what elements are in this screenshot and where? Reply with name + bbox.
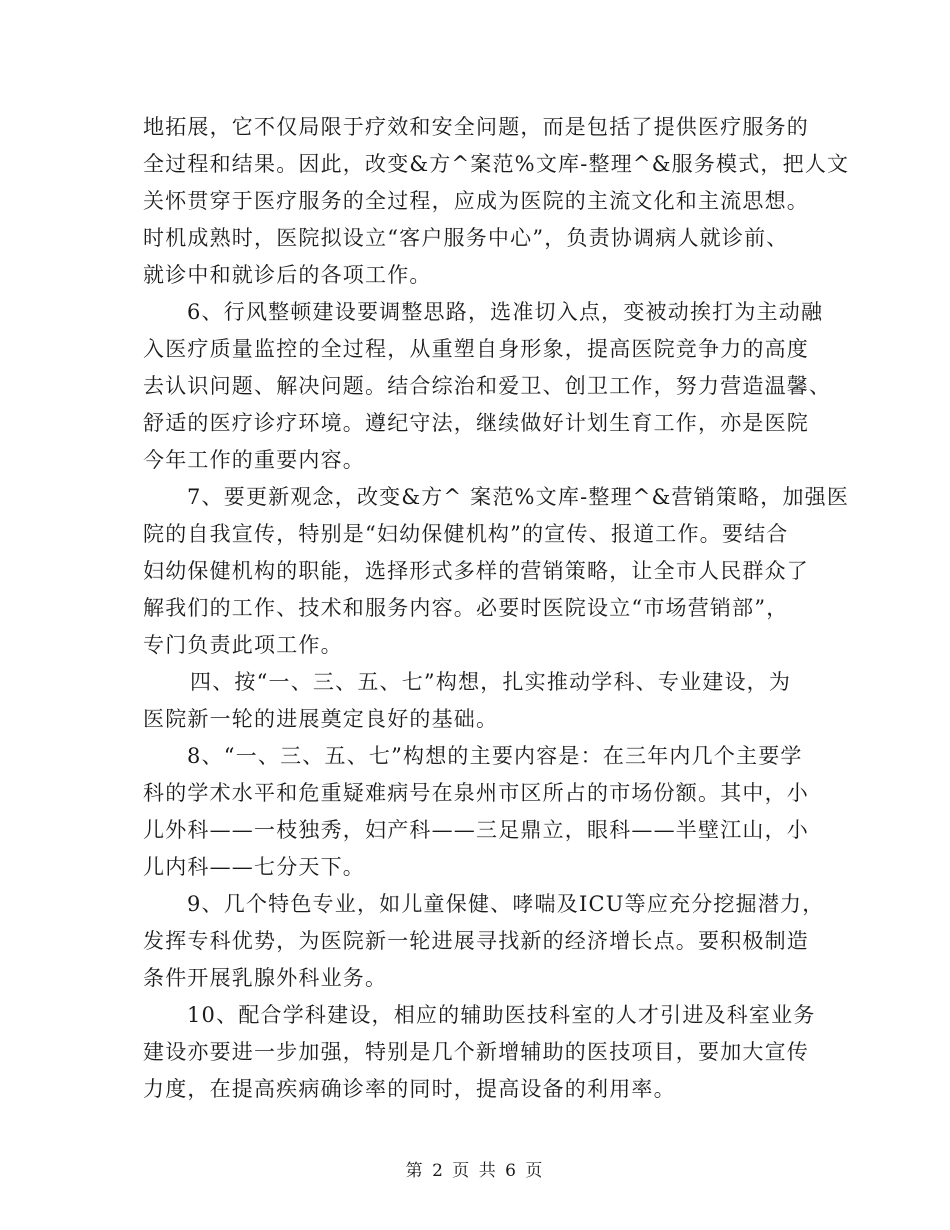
- text-line: 儿内科——七分天下。: [143, 855, 365, 879]
- paragraph-start-line: 6、行风整顿建设要调整思路，选准切入点，变被动挨打为主动融: [187, 300, 824, 324]
- paragraph-start-line: 7、要更新观念，改变&方^ 案范%文库-整理^&营销策略，加强医: [187, 485, 850, 509]
- text-line: 今年工作的重要内容。: [143, 448, 365, 472]
- text-line: 妇幼保健机构的职能，选择形式多样的营销策略，让全市人民群众了: [143, 559, 809, 583]
- text-line: 科的学术水平和危重疑难病号在泉州市区所占的市场份额。其中，小: [143, 781, 809, 805]
- section-heading-line: 四、按“一、三、五、七”构想，扎实推动学科、专业建设，为: [190, 670, 792, 694]
- text-line: 发挥专科优势，为医院新一轮进展寻找新的经济增长点。要积极制造: [143, 929, 809, 953]
- text-line: 入医疗质量监控的全过程，从重塑自身形象，提高医院竞争力的高度: [143, 337, 809, 361]
- text-line: 条件开展乳腺外科业务。: [143, 966, 388, 990]
- text-line: 专门负责此项工作。: [143, 633, 343, 657]
- text-line: 去认识问题、解决问题。结合综治和爱卫、创卫工作，努力营造温馨、: [143, 374, 832, 398]
- text-line: 建设亦要进一步加强，特别是几个新增辅助的医技项目，要加大宣传: [143, 1040, 809, 1064]
- page-number-footer: 第 2 页 共 6 页: [405, 1161, 545, 1181]
- text-line: 力度，在提高疾病确诊率的同时，提高设备的利用率。: [143, 1077, 676, 1101]
- text-line: 医院新一轮的进展奠定良好的基础。: [143, 707, 499, 731]
- paragraph-start-line: 9、几个特色专业，如儿童保健、哮喘及ICU等应充分挖掘潜力，: [187, 892, 825, 916]
- text-line: 全过程和结果。因此，改变&方^案范%文库-整理^&服务模式，把人文: [143, 152, 850, 176]
- text-line: 院的自我宣传，特别是“妇幼保健机构”的宣传、报道工作。要结合: [143, 522, 789, 546]
- text-line: 舒适的医疗诊疗环境。遵纪守法，继续做好计划生育工作，亦是医院: [143, 411, 809, 435]
- text-line: 关怀贯穿于医疗服务的全过程，应成为医院的主流文化和主流思想。: [143, 189, 809, 213]
- paragraph-start-line: 8、“一、三、五、七”构想的主要内容是：在三年内几个主要学: [187, 744, 803, 768]
- text-line: 就诊中和就诊后的各项工作。: [143, 263, 432, 287]
- text-line: 地拓展，它不仅局限于疗效和安全问题，而是包括了提供医疗服务的: [143, 115, 809, 139]
- text-line: 时机成熟时，医院拟设立“客户服务中心”，负责协调病人就诊前、: [143, 226, 789, 250]
- paragraph-start-line: 10、配合学科建设，相应的辅助医技科室的人才引进及科室业务: [187, 1003, 816, 1027]
- text-line: 儿外科——一枝独秀，妇产科——三足鼎立，眼科——半壁江山，小: [143, 818, 809, 842]
- text-line: 解我们的工作、技术和服务内容。必要时医院设立“市场营销部”，: [143, 596, 789, 620]
